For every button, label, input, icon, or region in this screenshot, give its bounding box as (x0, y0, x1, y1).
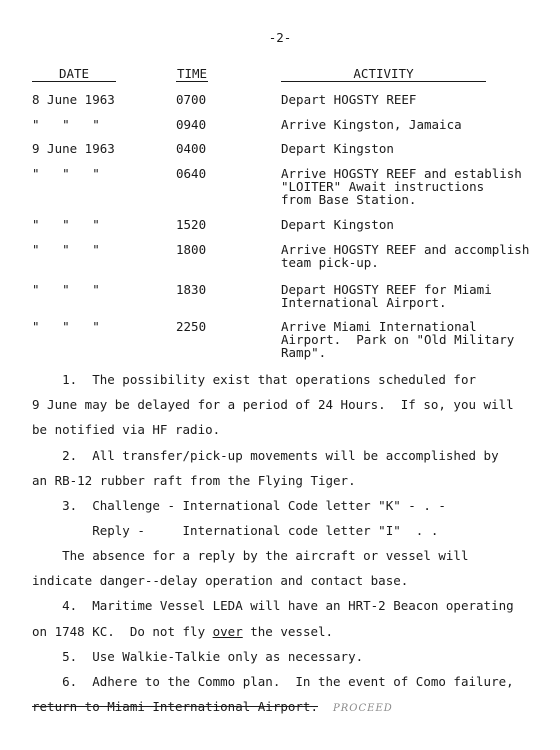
page-number: -2- (268, 30, 292, 45)
para-3-line-3: The absence for a reply by the aircraft or vessel will (32, 548, 469, 563)
para-4-line-2-end: the vessel. (242, 624, 334, 639)
row-5-activity: Depart Kingston (281, 217, 394, 232)
row-8-activity: Arrive Miami International Airport. Park on "Old Military Ramp". (281, 319, 515, 360)
para-6-line-1: 6. Adhere to the Commo plan. In the event of Como failure, (32, 674, 514, 689)
para-2-line-1: 2. All transfer/pick-up movements will be accomplished by (32, 448, 499, 463)
row-1-date: 8 June 1963 (32, 92, 115, 107)
para-4-line-2-start: on 1748 KC. Do not fly (32, 624, 213, 639)
para-2-line-2: an RB-12 rubber raft from the Flying Tiger. (32, 473, 356, 488)
row-1-activity: Depart HOGSTY REEF (281, 92, 417, 107)
row-2-time: 0940 (176, 117, 207, 132)
row-6-time: 1800 (176, 242, 207, 257)
para-1-line-3: be notified via HF radio. (32, 422, 221, 437)
para-3-reply: Reply - International code letter "I" . . (32, 523, 439, 538)
row-4-time: 0640 (176, 166, 207, 181)
row-6-activity: Arrive HOGSTY REEF and accomplish team pick-up. (281, 242, 530, 270)
row-3-time: 0400 (176, 141, 207, 156)
row-6-date: " " " (32, 242, 100, 257)
para-5-line-1: 5. Use Walkie-Talkie only as necessary. (32, 649, 364, 664)
row-8-date: " " " (32, 319, 100, 334)
para-4-line-2 (32, 625, 333, 638)
row-5-date: " " " (32, 217, 100, 232)
row-2-activity: Arrive Kingston, Jamaica (281, 117, 462, 132)
row-4-date: " " " (32, 166, 100, 181)
para-4-underlined-word: over (212, 624, 243, 639)
row-4-activity: Arrive HOGSTY REEF and establish "LOITER" Await instructions from Base Station. (281, 166, 522, 207)
row-3-date: 9 June 1963 (32, 141, 115, 156)
struck-through-text: return to Miami International Airport. (32, 699, 318, 714)
row-1-time: 0700 (176, 92, 207, 107)
para-3-line-4: indicate danger--delay operation and contact base. (32, 573, 409, 588)
row-7-time: 1830 (176, 282, 207, 297)
para-4-line-1: 4. Maritime Vessel LEDA will have an HRT-2 Beacon operating (32, 598, 514, 613)
header-activity: ACTIVITY (353, 66, 414, 81)
row-7-date: " " " (32, 282, 100, 297)
header-date-underline (32, 81, 116, 82)
para-1-line-2: 9 June may be delayed for a period of 24 Hours. If so, you will (32, 397, 514, 412)
row-3-activity: Depart Kingston (281, 141, 394, 156)
header-time-underline (176, 81, 208, 82)
para-1-line-1: 1. The possibility exist that operations scheduled for (32, 372, 477, 387)
header-activity-underline (281, 81, 486, 82)
row-2-date: " " " (32, 117, 100, 132)
row-5-time: 1520 (176, 217, 207, 232)
header-date: DATE (58, 66, 90, 81)
header-time: TIME (176, 66, 208, 81)
handwritten-annotation: PROCEED (333, 703, 393, 714)
row-8-time: 2250 (176, 319, 207, 334)
row-7-activity: Depart HOGSTY REEF for Miami International Airport. (281, 282, 492, 310)
para-6-line-2 (32, 700, 393, 715)
para-3-challenge: 3. Challenge - International Code letter "K" - . - (32, 498, 446, 513)
